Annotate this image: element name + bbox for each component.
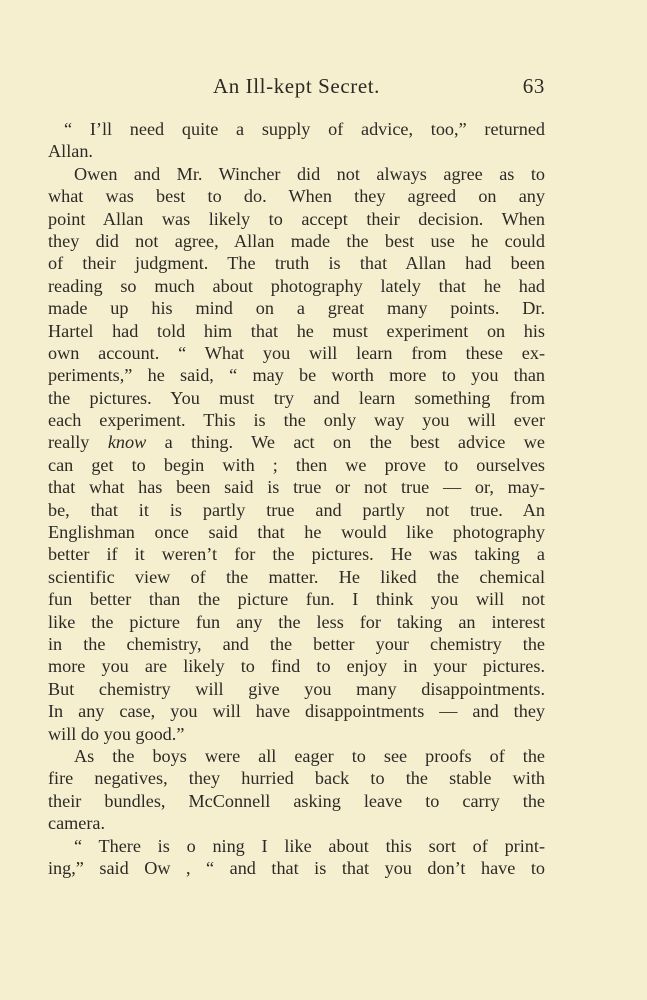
text-line: Hartel had told him that he must experiment on his [48, 320, 545, 341]
text-line: more you are likely to find to enjoy in your pictures. [48, 656, 545, 677]
text-line: fire negatives, they hurried back to the stable with [48, 768, 545, 789]
text-line: made up his mind on a great many points. Dr. [48, 298, 545, 319]
text-line: ing,” said Ow , “ and that is that you don’t have to [48, 857, 545, 878]
text-line: each experiment. This is the only way you will ever [48, 410, 545, 431]
text-line: can get to begin with ; then we prove to ourselves [48, 454, 545, 475]
text-line: point Allan was likely to accept their decision. When [48, 208, 545, 229]
text-line: “ I’ll need quite a supply of advice, too,” returned [64, 119, 545, 139]
text-line: As the boys were all eager to see proofs of the [74, 745, 545, 766]
text-line: that what has been said is true or not true — or, may- [48, 477, 545, 498]
text-line: like the picture fun any the less for taking an interest [48, 611, 545, 632]
page-number: 63 [522, 74, 545, 98]
text-line: scientific view of the matter. He liked the chemical [48, 566, 545, 587]
text-line: better if it weren’t for the pictures. He was taking a [48, 544, 545, 565]
text-line: reading so much about photography lately that he had [48, 275, 545, 296]
text-line: camera. [48, 813, 106, 834]
text-line [48, 431, 545, 453]
text-line: they did not agree, Allan made the best use he could [48, 230, 545, 251]
text-line: Englishman once said that he would like photography [48, 522, 545, 543]
text-line: be, that it is partly true and partly not true. An [48, 499, 545, 520]
text-line: will do you good.” [48, 723, 185, 744]
italic-word: know [107, 432, 147, 453]
text-line: fun better than the picture fun. I think you will not [48, 589, 545, 610]
text-line: periments,” he said, “ may be worth more to you than [48, 365, 545, 386]
text-line: Allan. [48, 141, 93, 162]
text-segment: a thing. We act on the best advice we [146, 432, 546, 453]
text-line: own account. “ What you will learn from these ex- [48, 342, 545, 363]
chapter-title: An Ill-kept Secret. [212, 74, 381, 98]
text-line: Owen and Mr. Wincher did not always agree as to [74, 163, 545, 184]
text-line: the pictures. You must try and learn something from [48, 387, 545, 408]
text-line: their bundles, McConnell asking leave to carry the [48, 790, 545, 811]
text-line: But chemistry will give you many disappointments. [48, 678, 545, 699]
running-head [48, 74, 545, 104]
text-line: In any case, you will have disappointments — and they [48, 701, 545, 722]
text-line: what was best to do. When they agreed on any [48, 186, 545, 207]
text-line: of their judgment. The truth is that Allan had been [48, 253, 545, 274]
text-line: in the chemistry, and the better your chemistry the [48, 633, 545, 654]
text-segment: really [48, 432, 108, 453]
text-line: “ There is o ning I like about this sort of print- [74, 835, 545, 856]
body-text [48, 118, 545, 879]
